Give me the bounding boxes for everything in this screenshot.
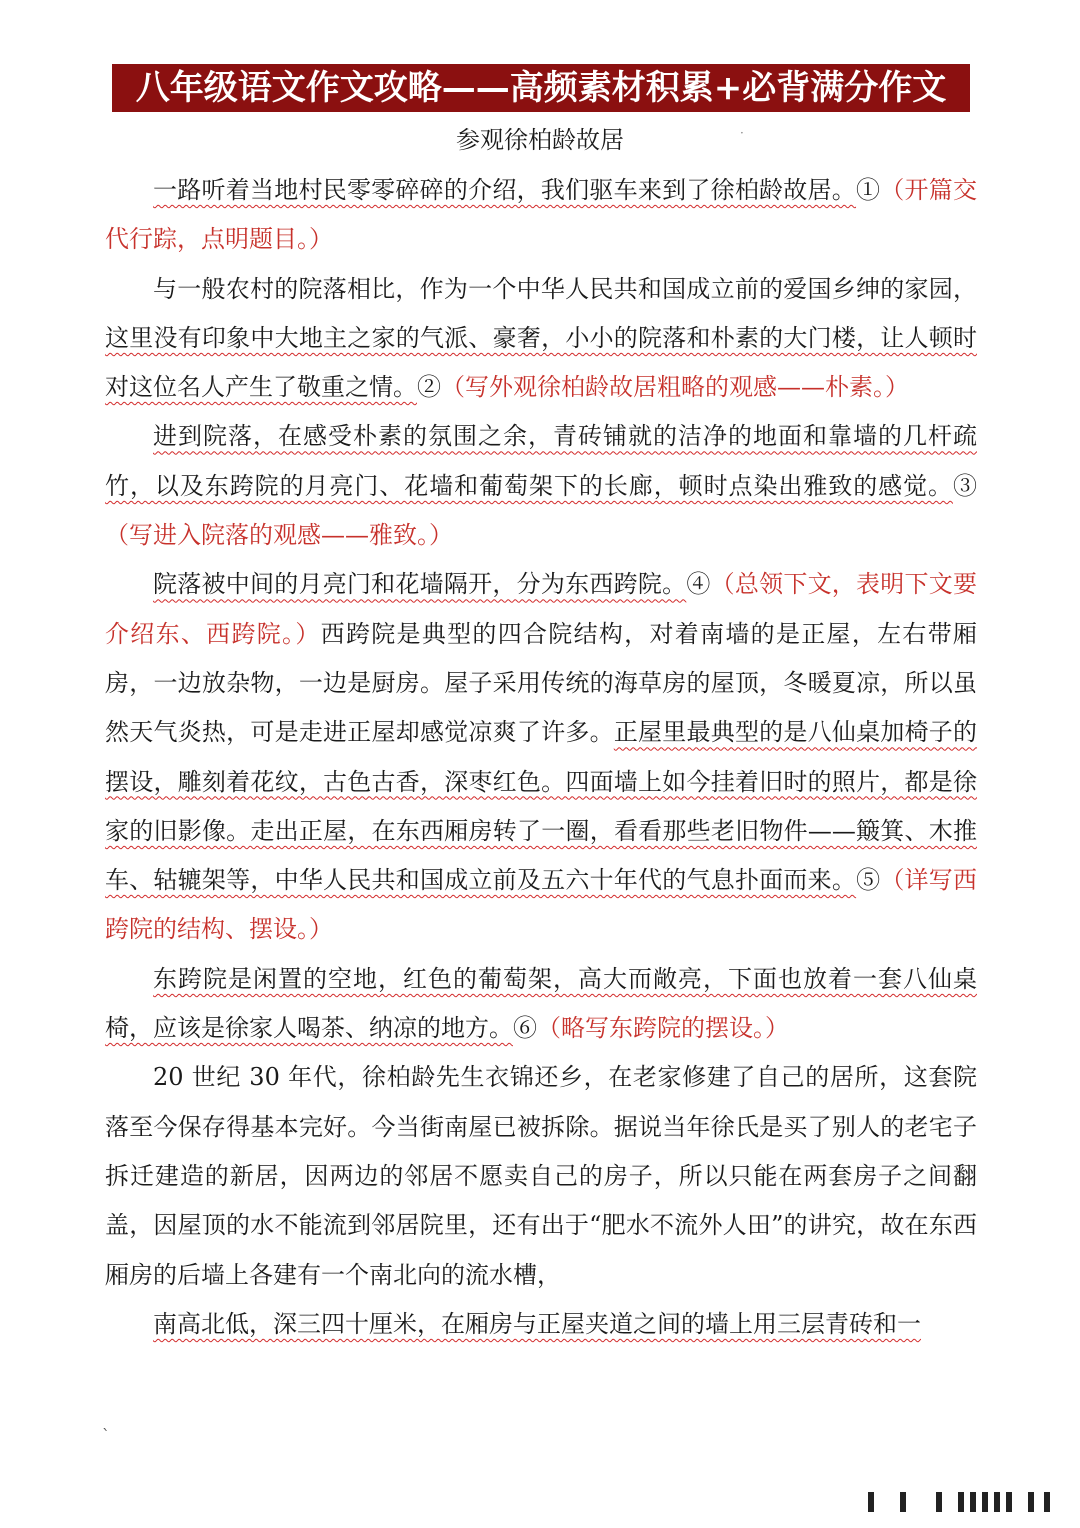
paragraph-text: 院落被中间的月亮门和花墙隔开，分为东西跨院。	[153, 570, 687, 599]
footer-mark: `	[102, 1426, 110, 1445]
paragraph-marker-2: ⑤	[856, 866, 881, 895]
essay-body	[105, 166, 977, 1349]
paragraph-4	[105, 560, 977, 954]
paragraph-6	[105, 1053, 977, 1299]
annotation-note: （写进入院落的观感——雅致。）	[105, 521, 453, 550]
paragraph-marker: ④	[686, 570, 711, 599]
paragraph-marker: ②	[417, 373, 441, 402]
bar	[936, 1492, 942, 1512]
bar	[900, 1492, 906, 1512]
paragraph-text: 南高北低，深三四十厘米，在厢房与正屋夹道之间的墙上用三层青砖和一	[153, 1309, 921, 1338]
paragraph-text: 这里没有印象中大地主之家的气派、豪奢，小小的院落和朴素的大门楼，让人顿时对这位名人产生了敬重之情。	[105, 323, 977, 402]
annotation-note: （略写东跨院的摆设。）	[537, 1014, 789, 1043]
paragraph-marker: ①	[856, 176, 881, 204]
paragraph-after: 西跨院是典型的四合院结构，对着南墙的是正屋，左右带厢房，一边放杂物，一边是厨房。屋子采用传统的海草房的屋顶，冬暖夏凉，所以虽然天气炎热，可是走进正屋却感觉凉爽了许多。	[105, 619, 978, 747]
bar	[1028, 1492, 1034, 1512]
paragraph-marker: ⑥	[513, 1014, 537, 1043]
bar	[868, 1492, 874, 1512]
paragraph-text: 进到院落，在感受朴素的氛围之余，青砖铺就的洁净的地面和靠墙的几杆疏竹，以及东跨院的月亮门、花墙和葡萄架下的长廊，顿时点染出雅致的感觉。	[105, 422, 977, 500]
paragraph-text: 东跨院是闲置的空地，红色的葡萄架，高大而敞亮，下面也放着一套八仙桌椅，应该是徐家人喝茶、纳凉的地方。	[105, 964, 977, 1043]
paragraph-1	[105, 166, 977, 265]
barcode-decoration	[840, 1492, 1060, 1514]
annotation-note: （开篇交代行踪，点明题目。）	[105, 176, 978, 254]
paragraph-text: 20 世纪 30 年代，徐柏龄先生衣锦还乡，在老家修建了自己的居所，这套院落至今保存得基本完好。今当街南屋已被拆除。据说当年徐氏是买了别人的老宅子拆迁建造的新居，因两边的邻居不愿卖自己的房子，所以只能在两套房子之间翻盖，因屋顶的水不能流到邻居院里，还有出于“肥水不流外人田”的讲究，故在东西厢房的后墙上各建有一个南北向的流水槽，	[105, 1063, 977, 1289]
essay-title: 参观徐柏龄故居	[456, 126, 624, 154]
bar	[994, 1492, 1000, 1512]
paragraph-3	[105, 412, 977, 560]
decorative-dot: ·	[740, 126, 744, 140]
banner-title: 八年级语文作文攻略——高频素材积累+必背满分作文	[112, 64, 970, 112]
paragraph-7	[105, 1300, 977, 1349]
annotation-note: （总领下文，表明下文要介绍东、西跨院。）	[105, 570, 978, 648]
bar	[982, 1492, 988, 1512]
paragraph-after-wavy: 正屋里最典型的是八仙桌加椅子的摆设，雕刻着花纹，古色古香，深枣红色。四面墙上如今挂着旧时的照片，都是徐家的旧影像。走出正屋，在东西厢房转了一圈，看看那些老旧物件——簸箕、木推车、轱辘架等，中华人民共和国成立前及五六十年代的气息扑面而来。	[105, 718, 978, 895]
paragraph-5	[105, 955, 977, 1054]
paragraph-lead: 与一般农村的院落相比，作为一个中华人民共和国成立前的爱国乡绅的家园，	[153, 274, 977, 303]
paragraph-text: 一路听着当地村民零零碎碎的介绍，我们驱车来到了徐柏龄故居。	[153, 176, 857, 204]
bar	[1006, 1492, 1012, 1512]
bar	[1044, 1492, 1050, 1512]
bar	[958, 1492, 964, 1512]
bar	[970, 1492, 976, 1512]
annotation-note-2: （详写西跨院的结构、摆设。）	[105, 866, 978, 944]
paragraph-marker: ③	[953, 471, 977, 500]
annotation-note: （写外观徐柏龄故居粗略的观感——朴素。）	[441, 373, 909, 402]
paragraph-2	[105, 265, 977, 413]
